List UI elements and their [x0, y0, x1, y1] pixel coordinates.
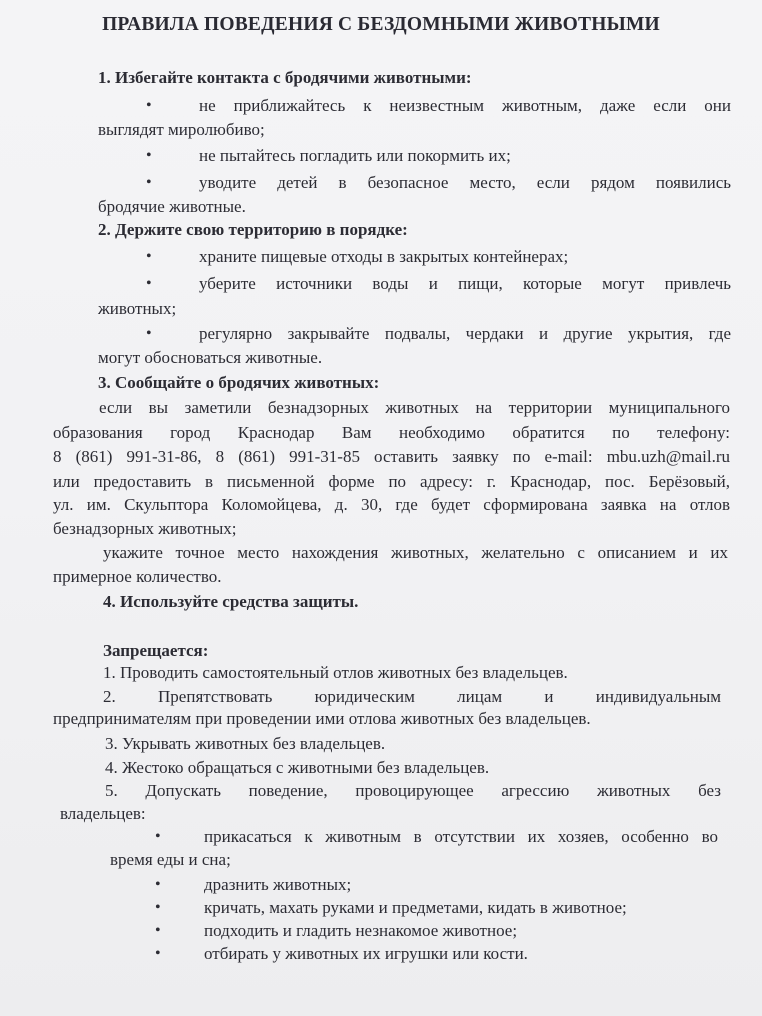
- s1-bullet-1-line-2: выглядят миролюбиво;: [98, 120, 265, 139]
- prohibited-sub-1-line-2: время еды и сна;: [110, 850, 231, 869]
- bullet-icon: •: [146, 325, 152, 342]
- prohibited-item-1: 1. Проводить самостоятельный отлов животных без владельцев.: [103, 663, 568, 682]
- prohibited-item-5-line-2: владельцев:: [60, 804, 146, 823]
- bullet-icon: •: [155, 899, 161, 916]
- prohibited-item-5-line-1: 5. Допускать поведение, провоцирующее агрессию животных без: [105, 781, 721, 800]
- prohibited-sub-5: отбирать у животных их игрушки или кости.: [204, 944, 528, 963]
- section-2-heading: 2. Держите свою территорию в порядке:: [98, 220, 408, 239]
- s1-bullet-3-line-2: бродячие животные.: [98, 197, 246, 216]
- section-4-heading: 4. Используйте средства защиты.: [103, 592, 359, 611]
- bullet-icon: •: [155, 945, 161, 962]
- s2-bullet-2-line-1: уберите источники воды и пищи, которые могут привлечь: [199, 274, 731, 293]
- s3-paragraph-line-4: или предоставить в письменной форме по адресу: г. Краснодар, пос. Берёзовый,: [53, 472, 730, 491]
- s1-bullet-3-line-1: уводите детей в безопасное место, если рядом появились: [199, 173, 731, 192]
- s2-bullet-2-line-2: животных;: [98, 299, 177, 318]
- bullet-icon: •: [146, 275, 152, 292]
- bullet-icon: •: [146, 147, 152, 164]
- section-3-heading: 3. Сообщайте о бродячих животных:: [98, 373, 380, 392]
- section-1-heading: 1. Избегайте контакта с бродячими животными:: [98, 68, 472, 87]
- s3-paragraph-line-2: образования город Краснодар Вам необходимо обратится по телефону:: [53, 423, 730, 442]
- s2-bullet-1: храните пищевые отходы в закрытых контейнерах;: [199, 247, 569, 266]
- prohibited-item-3: 3. Укрывать животных без владельцев.: [105, 734, 386, 753]
- bullet-icon: •: [146, 97, 152, 114]
- bullet-icon: •: [155, 828, 161, 845]
- s2-bullet-3-line-2: могут обосноваться животные.: [98, 348, 323, 367]
- s3-paragraph-line-3: 8 (861) 991-31-86, 8 (861) 991-31-85 оставить заявку по e-mail: mbu.uzh@mail.ru: [53, 447, 730, 466]
- s3-paragraph-line-8: примерное количество.: [53, 567, 222, 586]
- bullet-icon: •: [155, 876, 161, 893]
- bullet-icon: •: [146, 174, 152, 191]
- prohibited-item-2-line-2: предпринимателям при проведении ими отлова животных без владельцев.: [53, 709, 591, 728]
- prohibited-sub-4: подходить и гладить незнакомое животное;: [204, 921, 518, 940]
- s3-paragraph-line-1: если вы заметили безнадзорных животных на территории муниципального: [99, 398, 730, 417]
- s3-paragraph-line-6: безнадзорных животных;: [53, 519, 237, 538]
- s1-bullet-2: не пытайтесь погладить или покормить их;: [199, 146, 511, 165]
- prohibited-item-4: 4. Жестоко обращаться с животными без владельцев.: [105, 758, 490, 777]
- s3-paragraph-line-7: укажите точное место нахождения животных, желательно с описанием и их: [103, 543, 728, 562]
- prohibited-sub-3: кричать, махать руками и предметами, кидать в животное;: [204, 898, 627, 917]
- prohibited-sub-2: дразнить животных;: [204, 875, 352, 894]
- bullet-icon: •: [155, 922, 161, 939]
- document-title: ПРАВИЛА ПОВЕДЕНИЯ С БЕЗДОМНЫМИ ЖИВОТНЫМИ: [102, 14, 660, 35]
- prohibited-sub-1-line-1: прикасаться к животным в отсутствии их хозяев, особенно во: [204, 827, 718, 846]
- s1-bullet-1-line-1: не приближайтесь к неизвестным животным, даже если они: [199, 96, 731, 115]
- prohibited-heading: Запрещается:: [103, 641, 209, 660]
- prohibited-item-2-line-1: 2. Препятствовать юридическим лицам и индивидуальным: [103, 687, 721, 706]
- s3-paragraph-line-5: ул. им. Скульптора Коломойцева, д. 30, где будет сформирована заявка на отлов: [53, 495, 730, 514]
- s2-bullet-3-line-1: регулярно закрывайте подвалы, чердаки и другие укрытия, где: [199, 324, 731, 343]
- bullet-icon: •: [146, 248, 152, 265]
